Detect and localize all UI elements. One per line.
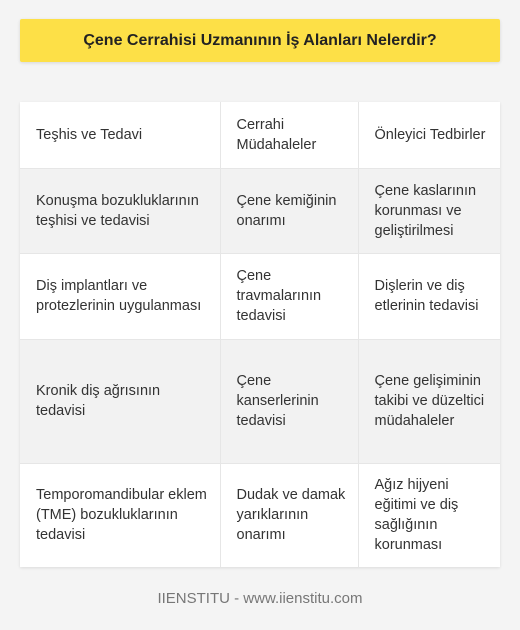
table-cell: Çene kaslarının korunması ve geliştirilmesi	[358, 168, 500, 253]
table-card	[20, 102, 500, 567]
footer-credit: IIENSTITU - www.iienstitu.com	[157, 590, 363, 607]
table-row	[20, 339, 500, 463]
data-table	[20, 102, 500, 567]
table-cell: Ağız hijyeni eğitimi ve diş sağlığının korunması	[374, 477, 459, 554]
header-cell: Teşhis ve Tedavi	[20, 102, 220, 168]
table-row	[20, 463, 500, 567]
table-row	[20, 168, 500, 253]
table-cell: Çene kemiğinin onarımı	[220, 168, 358, 253]
table-cell: Dişlerin ve diş etlerinin tedavisi	[358, 253, 500, 339]
table-header-row	[20, 102, 500, 168]
title-banner	[20, 19, 500, 62]
table-cell: Çene gelişiminin takibi ve düzeltici müdahaleler	[358, 339, 500, 463]
table-cell: Çene travmalarının tedavisi	[220, 253, 358, 339]
table-cell: Dudak ve damak yarıklarının onarımı	[220, 463, 358, 567]
page-title: Çene Cerrahisi Uzmanının İş Alanları Nelerdir?	[83, 31, 437, 49]
table-cell: Konuşma bozukluklarının teşhisi ve tedavisi	[20, 168, 220, 253]
table-row	[20, 253, 500, 339]
table-cell: Çene kanserlerinin tedavisi	[220, 339, 358, 463]
table-cell: Temporomandibular eklem (TME) bozukluklarının tedavisi	[20, 463, 220, 567]
header-cell: Cerrahi Müdahaleler	[220, 102, 358, 168]
header-cell: Önleyici Tedbirler	[358, 102, 500, 168]
table-cell: Diş implantları ve protezlerinin uygulanması	[20, 253, 220, 339]
table-cell: Kronik diş ağrısının tedavisi	[20, 339, 220, 463]
